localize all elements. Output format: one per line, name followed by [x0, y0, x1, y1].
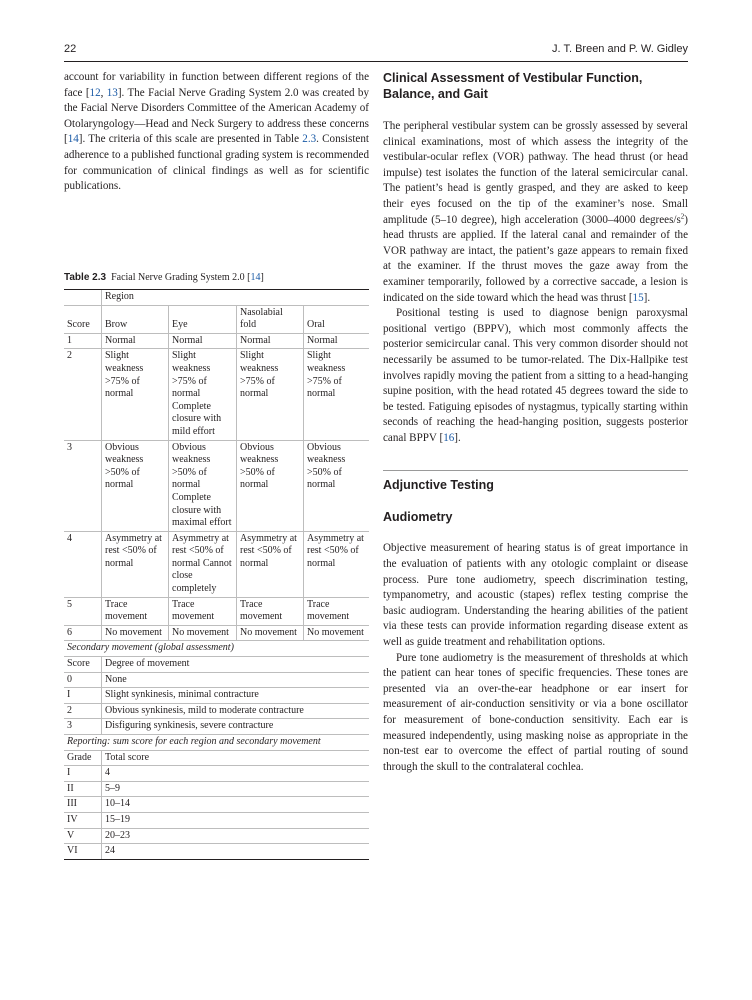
total-score-cell: 4	[102, 766, 370, 782]
grade-cell: II	[64, 781, 102, 797]
header-nasolabial: Nasolabial fold	[237, 305, 304, 333]
table-row	[64, 719, 369, 735]
header-score: Score	[64, 305, 102, 333]
table-row	[64, 349, 369, 440]
total-score-cell: 10–14	[102, 797, 370, 813]
brow-cell: Asymmetry at rest <50% of normal	[102, 531, 169, 597]
table-row	[64, 531, 369, 597]
citation-link[interactable]: 13	[106, 86, 118, 99]
table-caption: Table 2.3 Facial Nerve Grading System 2.0 [14]	[64, 272, 264, 283]
grading-table	[64, 289, 369, 860]
citation-link[interactable]: 15	[632, 291, 644, 304]
score-cell: 3	[64, 440, 102, 531]
score-cell: 5	[64, 597, 102, 625]
eye-cell: No movement	[169, 625, 237, 641]
table-row	[64, 688, 369, 704]
secondary-score-cell: 2	[64, 703, 102, 719]
total-score-header: Total score	[102, 750, 370, 766]
region-header: Region	[102, 290, 370, 306]
table-row	[64, 333, 369, 349]
left-column	[64, 70, 369, 195]
score-cell: 2	[64, 349, 102, 440]
table-row	[64, 766, 369, 782]
citation-link[interactable]: 14	[250, 272, 261, 283]
eye-cell: Asymmetry at rest <50% of normal Cannot close completely	[169, 531, 237, 597]
total-score-cell: 24	[102, 844, 370, 860]
brow-cell: Trace movement	[102, 597, 169, 625]
left-paragraph: account for variability in function between different regions of the face [12, 13]. The Facial Nerve Grading System 2.0 was created by the Facial Nerve Disorders Committee of the American Academy of Otolaryngology—Head and Neck Surgery to address these concerns [14]. The criteria of this scale are presented in Table 2.3. Consistent adherence to a published functional grading system is recommended for communication of clinical findings as well as for scientific publications.	[64, 71, 370, 193]
nasolabial-cell: Trace movement	[237, 597, 304, 625]
table-row	[64, 625, 369, 641]
brow-cell: Obvious weakness >50% of normal	[102, 440, 169, 531]
table-row	[64, 844, 369, 860]
nasolabial-cell: Normal	[237, 333, 304, 349]
oral-cell: Slight weakness >75% of normal	[304, 349, 370, 440]
oral-cell: Asymmetry at rest <50% of normal	[304, 531, 370, 597]
secondary-score-cell: 0	[64, 672, 102, 688]
reporting-title: Reporting: sum score for each region and secondary movement	[64, 735, 369, 751]
total-score-cell: 15–19	[102, 812, 370, 828]
positional-paragraph: Positional testing is used to diagnose benign paroxysmal positional vertigo (BPPV), which most commonly affects the posterior semicircular canal. This very common disorder should not necessarily be assumed to be tumor-related. The Dix-Hallpike test involves rapidly moving the patient from a sitting to a head-hanging supine position, with the head rotated 45 degrees toward the side to be tested. Fatiguing episodes of nystagmus, typically starting within seconds of reaching the head-hanging position, suggests posterior canal BPPV [16].	[383, 307, 688, 444]
right-column	[383, 70, 688, 775]
header-oral: Oral	[304, 305, 370, 333]
grade-cell: I	[64, 766, 102, 782]
pure-tone-paragraph: Pure tone audiometry is the measurement of thresholds at which the patient can hear tones of specific frequencies. These tones are presented via an over-the-ear headphone or ear insert for measurement of air-conduction sensitivity or via a bone oscillator for measurement of bone-conduction sensitivity. Each ear is measured independently, using masking noise as appropriate in the non-test ear to overcome the effect of partial routing of sound through the skull to the contralateral cochlea.	[383, 651, 688, 773]
table-ref-link[interactable]: 2.3	[302, 133, 317, 146]
grade-cell: IV	[64, 812, 102, 828]
grade-header: Grade	[64, 750, 102, 766]
brow-cell: No movement	[102, 625, 169, 641]
grade-cell: VI	[64, 844, 102, 860]
brow-cell: Slight weakness >75% of normal	[102, 349, 169, 440]
section-heading: Adjunctive Testing	[383, 478, 494, 493]
secondary-degree-cell: Slight synkinesis, minimal contracture	[102, 688, 370, 704]
nasolabial-cell: Asymmetry at rest <50% of normal	[237, 531, 304, 597]
secondary-score-cell: 3	[64, 719, 102, 735]
grade-cell: III	[64, 797, 102, 813]
citation-link[interactable]: 12	[89, 86, 101, 99]
citation-link[interactable]: 16	[443, 431, 455, 444]
grade-cell: V	[64, 828, 102, 844]
header-empty-cell	[64, 290, 102, 306]
table-row	[64, 828, 369, 844]
nasolabial-cell: Slight weakness >75% of normal	[237, 349, 304, 440]
nasolabial-cell: Obvious weakness >50% of normal	[237, 440, 304, 531]
eye-cell: Normal	[169, 333, 237, 349]
citation-link[interactable]: 14	[67, 133, 79, 146]
vestibular-paragraph: The peripheral vestibular system can be grossly assessed by several clinical examinations, most of which assess the integrity of the vestibular-ocular reflex (VOR) pathway. The head thrust (or head impulse) test isolates the function of the lateral semicircular canal. The patient’s head is gently grasped, and they are asked to keep their eyes focused on the tip of the examiner’s nose. Small amplitude (5–10 degree), high acceleration (3000–4000 degrees/$s^2$) head thrusts are applied. If the lateral canal and remainder of the VOR pathway are intact, the patient’s gaze appears to remain fixed at the examiner. If the thrust moves the gaze away from the examiner temporarily, followed by a corrective saccade, a lesion is indicated on the side toward which the head was thrust [15].	[383, 120, 688, 304]
score-cell: 1	[64, 333, 102, 349]
oral-cell: Normal	[304, 333, 370, 349]
brow-cell: Normal	[102, 333, 169, 349]
total-score-cell: 5–9	[102, 781, 370, 797]
subsection-heading: Audiometry	[383, 510, 453, 525]
table-row	[64, 797, 369, 813]
secondary-degree-cell: None	[102, 672, 370, 688]
eye-cell: Trace movement	[169, 597, 237, 625]
nasolabial-cell: No movement	[237, 625, 304, 641]
secondary-score-cell: I	[64, 688, 102, 704]
secondary-header-score: Score	[64, 657, 102, 673]
table-row	[64, 812, 369, 828]
header-eye: Eye	[169, 305, 237, 333]
header-brow: Brow	[102, 305, 169, 333]
oral-cell: Obvious weakness >50% of normal	[304, 440, 370, 531]
total-score-cell: 20–23	[102, 828, 370, 844]
table-row	[64, 781, 369, 797]
oral-cell: No movement	[304, 625, 370, 641]
table-row	[64, 703, 369, 719]
section-heading: Clinical Assessment of Vestibular Function, Balance, and Gait	[383, 71, 643, 101]
header-rule	[64, 61, 688, 62]
secondary-degree-cell: Obvious synkinesis, mild to moderate contracture	[102, 703, 370, 719]
oral-cell: Trace movement	[304, 597, 370, 625]
secondary-degree-cell: Disfiguring synkinesis, severe contracture	[102, 719, 370, 735]
secondary-movement-title: Secondary movement (global assessment)	[64, 641, 369, 657]
table-row	[64, 672, 369, 688]
eye-cell: Obvious weakness >50% of normal Complete closure with maximal effort	[169, 440, 237, 531]
score-cell: 4	[64, 531, 102, 597]
eye-cell: Slight weakness >75% of normal Complete closure with mild effort	[169, 349, 237, 440]
page-number: 22	[64, 43, 77, 55]
score-cell: 6	[64, 625, 102, 641]
audiometry-paragraph: Objective measurement of hearing status is of great importance in the evaluation of patients with any otologic complaint or disease process. Pure tone audiometry, speech discrimination testing, tympanometry, and acoustic (stapes) reflex testing comprise the basic audiogram. Understanding the hearing abilities of the patient via these tests can provide information regarding disease extent as well as guide treatment and rehabilitation options.	[383, 542, 688, 649]
running-head: J. T. Breen and P. W. Gidley	[552, 43, 688, 55]
table-row	[64, 597, 369, 625]
secondary-header-degree: Degree of movement	[102, 657, 370, 673]
table-row	[64, 440, 369, 531]
